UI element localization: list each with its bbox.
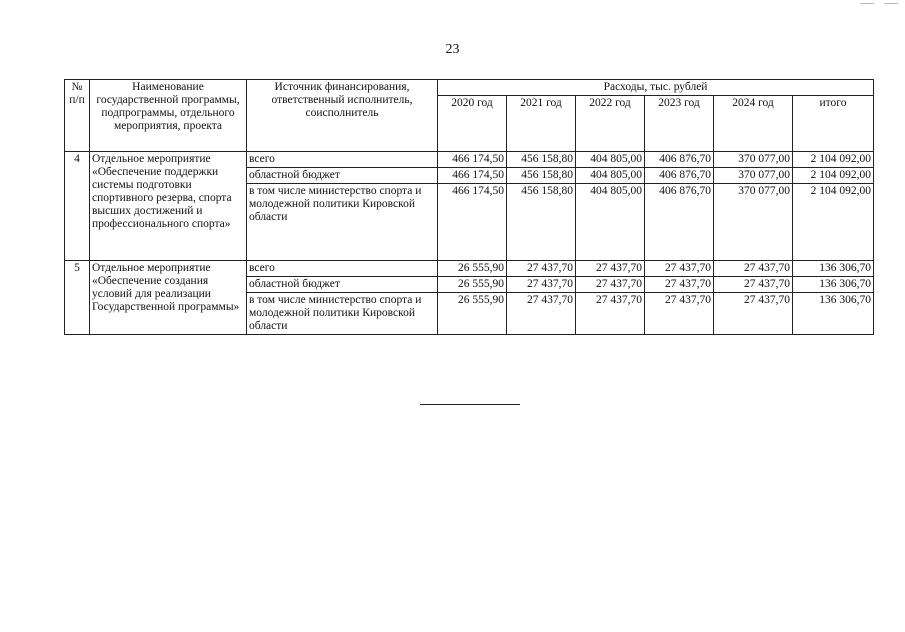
value-cell: 456 158,80 <box>507 184 576 261</box>
value-cell: 27 437,70 <box>714 277 793 293</box>
value-cell: 27 437,70 <box>507 293 576 335</box>
budget-table <box>64 79 874 335</box>
value-cell: 27 437,70 <box>576 261 645 277</box>
page-number: 23 <box>445 42 460 57</box>
header-row <box>65 80 874 96</box>
total-cell: 136 306,70 <box>793 293 874 335</box>
value-cell: 406 876,70 <box>645 168 714 184</box>
source-cell: всего <box>247 261 438 277</box>
source-cell: в том числе министерство спорта и молодежной политики Кировской области <box>247 184 438 261</box>
header-year: 2022 год <box>576 96 645 152</box>
value-cell: 27 437,70 <box>507 261 576 277</box>
source-cell: всего <box>247 152 438 168</box>
source-cell: областной бюджет <box>247 168 438 184</box>
value-cell: 406 876,70 <box>645 152 714 168</box>
value-cell: 370 077,00 <box>714 184 793 261</box>
header-expenses: Расходы, тыс. рублей <box>438 80 874 96</box>
header-name: Наименование государственной программы, подпрограммы, отдельного мероприятия, проекта <box>90 80 247 152</box>
value-cell: 27 437,70 <box>576 277 645 293</box>
total-cell: 136 306,70 <box>793 261 874 277</box>
row-num: 4 <box>65 152 90 261</box>
value-cell: 27 437,70 <box>714 293 793 335</box>
total-cell: 2 104 092,00 <box>793 152 874 168</box>
value-cell: 456 158,80 <box>507 168 576 184</box>
value-cell: 456 158,80 <box>507 152 576 168</box>
value-cell: 466 174,50 <box>438 152 507 168</box>
header-year: 2020 год <box>438 96 507 152</box>
value-cell: 466 174,50 <box>438 184 507 261</box>
value-cell: 27 437,70 <box>576 293 645 335</box>
total-cell: 136 306,70 <box>793 277 874 293</box>
value-cell: 370 077,00 <box>714 168 793 184</box>
scan-mark <box>860 3 874 4</box>
value-cell: 370 077,00 <box>714 152 793 168</box>
value-cell: 404 805,00 <box>576 152 645 168</box>
end-divider <box>420 404 520 405</box>
value-cell: 466 174,50 <box>438 168 507 184</box>
table-row <box>65 152 874 168</box>
value-cell: 404 805,00 <box>576 184 645 261</box>
source-cell: областной бюджет <box>247 277 438 293</box>
total-cell: 2 104 092,00 <box>793 184 874 261</box>
header-num: № п/п <box>65 80 90 152</box>
row-name: Отдельное мероприятие «Обеспечение создания условий для реализации Государственной программы» <box>90 261 247 335</box>
row-name: Отдельное мероприятие «Обеспечение поддержки системы подготовки спортивного резерва, спорта высших достижений и профессионального спорта» <box>90 152 247 261</box>
value-cell: 27 437,70 <box>714 261 793 277</box>
value-cell: 27 437,70 <box>645 293 714 335</box>
header-year: 2023 год <box>645 96 714 152</box>
table-row <box>65 261 874 277</box>
header-source: Источник финансирования, ответственный исполнитель, соисполнитель <box>247 80 438 152</box>
value-cell: 27 437,70 <box>645 261 714 277</box>
value-cell: 27 437,70 <box>645 277 714 293</box>
total-cell: 2 104 092,00 <box>793 168 874 184</box>
value-cell: 26 555,90 <box>438 261 507 277</box>
header-year: 2021 год <box>507 96 576 152</box>
value-cell: 26 555,90 <box>438 277 507 293</box>
scan-mark <box>884 3 898 4</box>
value-cell: 26 555,90 <box>438 293 507 335</box>
value-cell: 406 876,70 <box>645 184 714 261</box>
value-cell: 27 437,70 <box>507 277 576 293</box>
value-cell: 404 805,00 <box>576 168 645 184</box>
header-total: итого <box>793 96 874 152</box>
row-num: 5 <box>65 261 90 335</box>
source-cell: в том числе министерство спорта и молодежной политики Кировской области <box>247 293 438 335</box>
header-year: 2024 год <box>714 96 793 152</box>
